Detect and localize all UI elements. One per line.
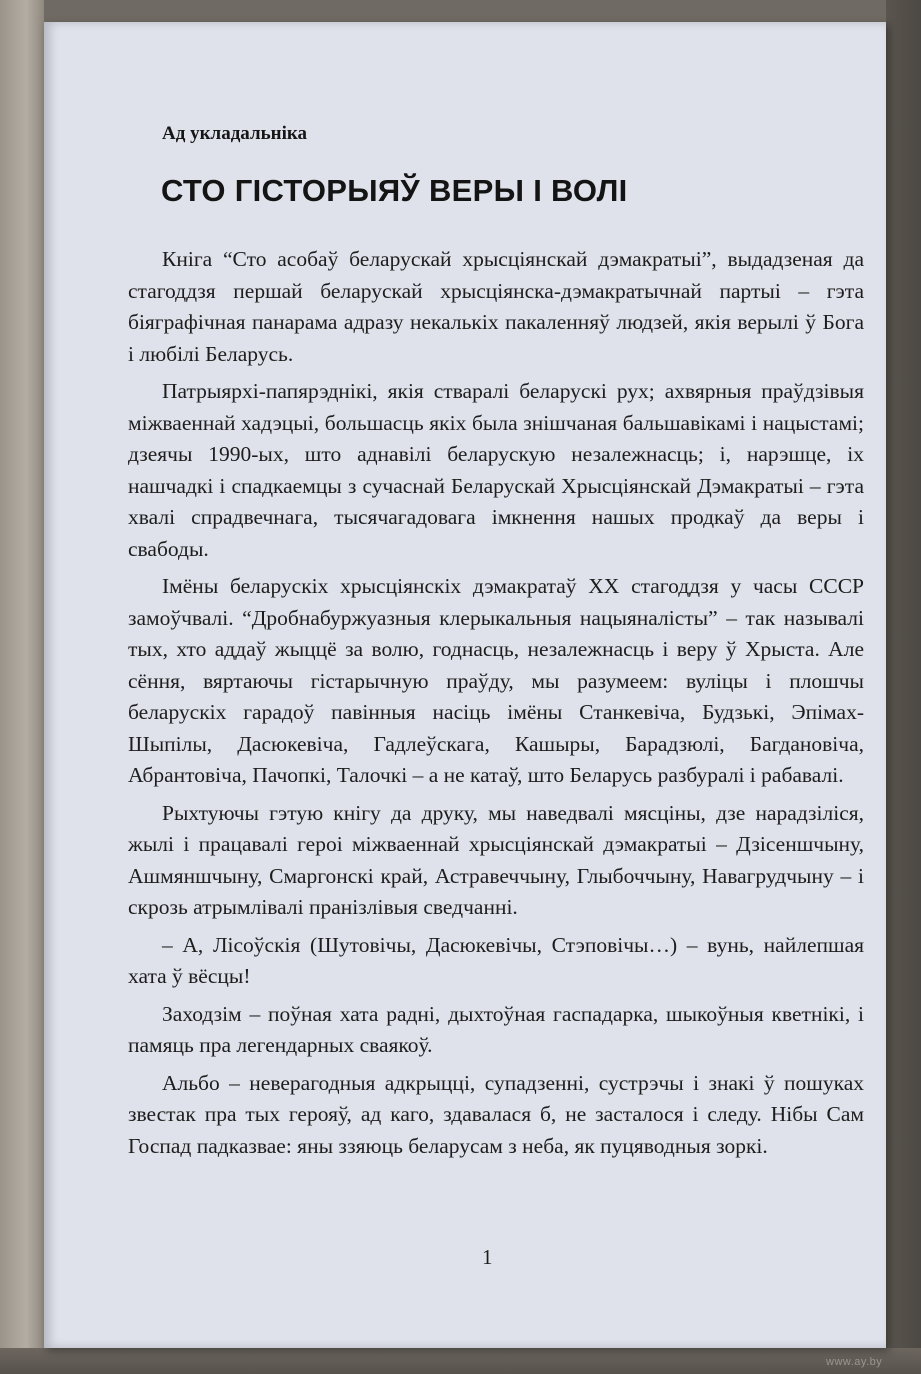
paragraph: – А, Лісоўскія (Шутовічы, Дасюкевічы, Стэповічы…) – вунь, найлепшая хата ў вёсцы! <box>128 932 864 988</box>
paragraph: Заходзім – поўная хата радні, дыхтоўная гаспадарка, шыкоўныя кветнікі, і памяць пра легендарных сваякоў. <box>128 1001 864 1057</box>
paragraph: Імёны беларускіх хрысціянскіх дэмакратаў ХХ стагоддзя у часы СССР замоўчвалі. “Дробнабуржуазныя клерыкальныя нацыяналісты” – так называлі тых, хто аддаў жыццё за волю, годнасць, незалежнасць і веру ў Хрыста. Але сёння, вяртаючы гістарычную праўду, мы разумеем: вуліцы і плошчы беларускіх гарадоў павінныя насіць імёны Станкевіча, Будзькі, Эпімах-Шыпілы, Дасюкевіча, Гадлеўскага, Кашыры, Барадзюлі, Багдановіча, Абрантовіча, Пачопкі, Талочкі – а не катаў, што Беларусь разбуралі і рабавалі. <box>128 574 864 787</box>
page-title: СТО ГІСТОРЫЯЎ ВЕРЫ І ВОЛІ <box>161 173 628 208</box>
page-number: 1 <box>482 1245 493 1269</box>
backdrop-right-edge <box>886 0 921 1374</box>
body-text <box>128 244 864 1168</box>
watermark: www.ay.by <box>826 1356 883 1368</box>
paragraph: Кніга “Сто асобаў беларускай хрысціянскай дэмакратыі”, выдадзеная да стагоддзя першай беларускай хрысціянска-дэмакратычнай партыі – гэта біяграфічная панарама адразу некалькіх пакаленняў людзей, якія верылі ў Бога і любілі Беларусь. <box>128 247 864 366</box>
section-label: Ад укладальніка <box>162 123 308 144</box>
backdrop-left-edge <box>0 0 44 1374</box>
paragraph: Патрыярхі-папярэднікі, якія стваралі беларускі рух; ахвярныя праўдзівыя міжваеннай хадэцыі, большасць якіх была знішчаная бальшавікамі і нацыстамі; дзеячы 1990-ых, што аднавілі беларускую незалежнасць; і, нарэшце, іх нашчадкі і спадкаемцы з сучаснай Беларускай Хрысціянскай Дэмакратыі – гэта хвалі спрадвечнага, тысячагадовага імкнення нашых продкаў да веры і свабоды. <box>128 379 864 561</box>
book-page <box>44 22 886 1348</box>
backdrop-bottom-edge <box>0 1348 921 1374</box>
paragraph: Рыхтуючы гэтую кнігу да друку, мы наведвалі мясціны, дзе нарадзіліся, жылі і працавалі героі міжваеннай хрысціянскай дэмакратыі – Дзісеншчыну, Ашмяншчыну, Смаргонскі край, Астравеччыну, Глыбоччыну, Навагрудчыну – і скрозь атрымлівалі пранізлівыя сведчанні. <box>128 800 864 919</box>
paragraph: Альбо – неверагодныя адкрыцці, супадзенні, сустрэчы і знакі ў пошуках звестак пра тых герояў, ад каго, здавалася б, не засталося і следу. Нібы Сам Госпад падказвае: яны ззяюць беларусам з неба, як пуцяводныя зоркі. <box>128 1070 864 1158</box>
